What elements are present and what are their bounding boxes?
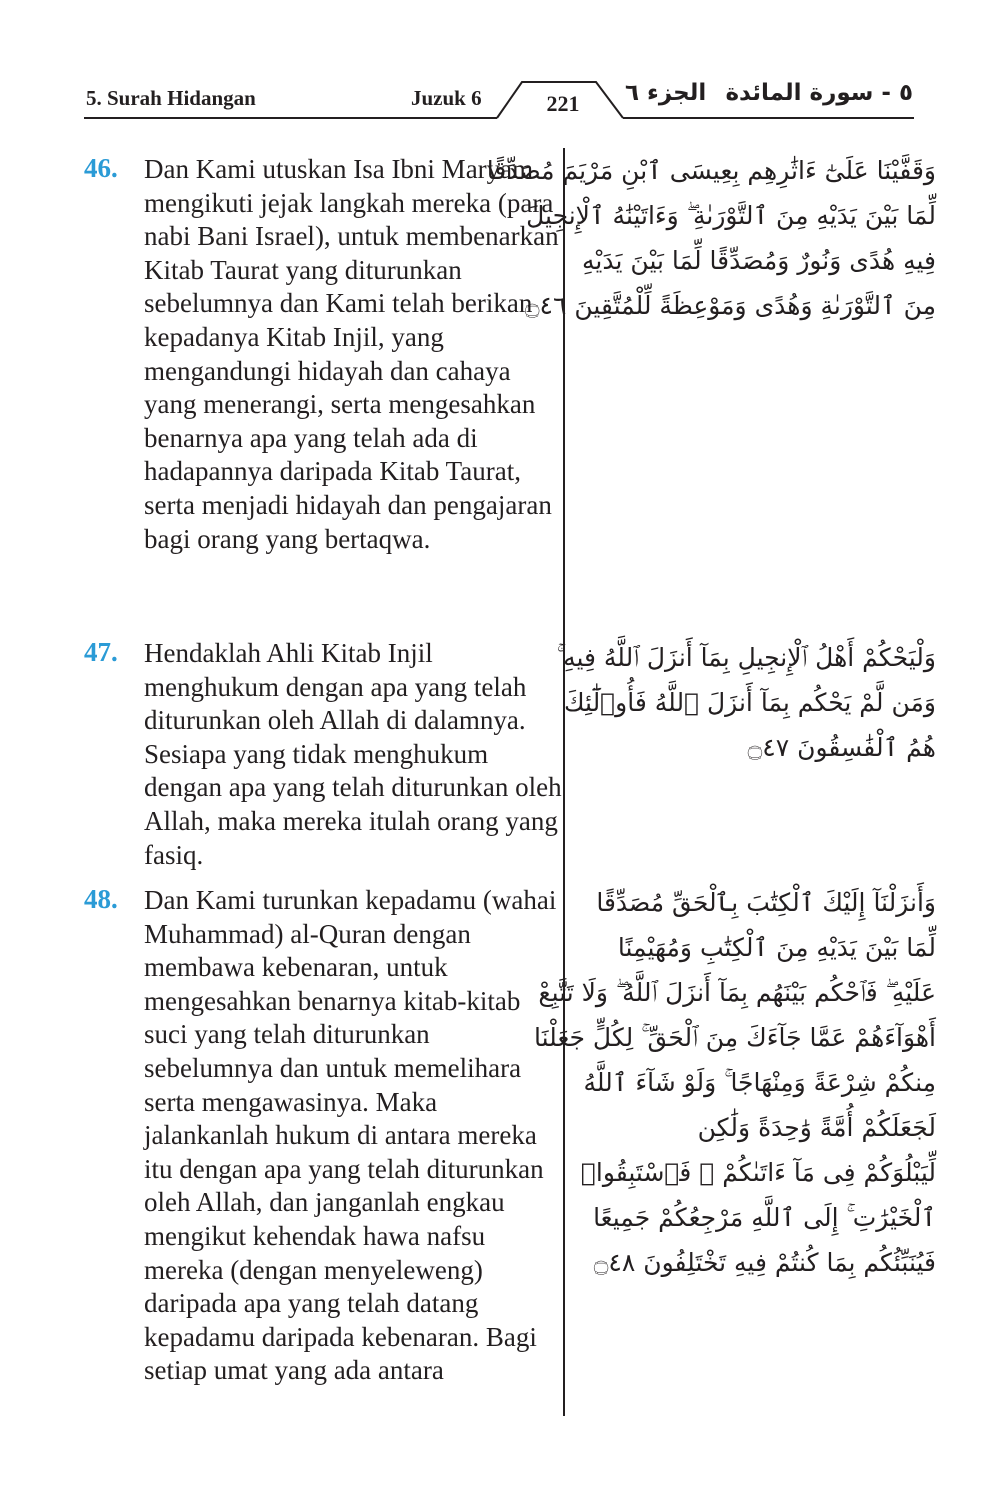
verse-number: 48. bbox=[84, 884, 118, 914]
arabic-line: وَأَنزَلْنَآ إِلَيْكَ ٱلْكِتَٰبَ بِٱلْحَقِّ مُصَدِّقًا bbox=[596, 888, 936, 917]
arabic-line: لِّيَبْلُوَكُمْ فِى مَآ ءَاتَىٰكُمْ ۖ فَٱسْتَبِقُوا۟ bbox=[580, 1158, 936, 1187]
arabic-line: فِيهِ هُدًى وَنُورٌ وَمُصَدِّقًا لِّمَا بَيْنَ يَدَيْهِ bbox=[582, 246, 936, 275]
verse-text: Dan Kami turunkan kepadamu (wahai Muhammad) al-Quran dengan membawa kebenaran, untuk mengesahkan benarnya kitab-kitab suci yang telah diturunkan sebelumnya dan untuk memelihara serta mengawasinya. Maka jalankanlah hukum di antara mereka itu dengan apa yang telah diturunkan oleh Allah, dan janganlah engkau mengikut kehendak hawa nafsu mereka (dengan menyeleweng) daripada apa yang telah datang kepadamu daripada kebenaran. Bagi setiap umat yang ada antara bbox=[144, 885, 557, 1386]
arabic-line: لَجَعَلَكُمْ أُمَّةً وَٰحِدَةً وَلَٰكِن bbox=[697, 1113, 936, 1142]
arabic-line: مِنكُمْ شِرْعَةً وَمِنْهَاجًا ۚ وَلَوْ شَآءَ ٱللَّهُ bbox=[583, 1068, 936, 1097]
arabic-line: فَيُنَبِّئُكُم بِمَا كُنتُمْ فِيهِ تَخْتَلِفُونَ ۝٤٨ bbox=[593, 1248, 936, 1277]
verse-48-arabic bbox=[534, 880, 936, 1285]
arabic-line: لِّمَا بَيْنَ يَدَيْهِ مِنَ ٱلْكِتَٰبِ وَمُهَيْمِنًا bbox=[617, 933, 936, 962]
arabic-line: عَلَيْهِ ۖ فَٱحْكُم بَيْنَهُم بِمَآ أَنزَلَ ٱللَّهُ ۖ وَلَا تَتَّبِعْ bbox=[538, 978, 936, 1007]
verse-46-arabic bbox=[486, 148, 936, 328]
arabic-line: ٱلْخَيْرَٰتِ ۚ إِلَى ٱللَّهِ مَرْجِعُكُمْ جَمِيعًا bbox=[593, 1203, 936, 1232]
arabic-line: وَمَن لَّمْ يَحْكُم بِمَآ أَنزَلَ ٱللَّهُ فَأُو۟لَٰٓئِكَ bbox=[563, 688, 936, 717]
surah-title-arabic: ٥ - سورة المائدة bbox=[725, 80, 913, 106]
page-number: 221 bbox=[546, 91, 580, 116]
arabic-line: مِنَ ٱلتَّوْرَىٰةِ وَهُدًى وَمَوْعِظَةً لِّلْمُتَّقِينَ ۝٤٦ bbox=[524, 291, 936, 320]
page-header bbox=[0, 0, 1000, 130]
arabic-line: لِّمَا بَيْنَ يَدَيْهِ مِنَ ٱلتَّوْرَىٰةِ ۖ وَءَاتَيْنَٰهُ ٱلْإِنجِيلَ bbox=[526, 201, 936, 230]
juzuk-label: Juzuk 6 bbox=[411, 86, 482, 110]
surah-title-latin: 5. Surah Hidangan bbox=[86, 86, 256, 110]
arabic-line: وَقَفَّيْنَا عَلَىٰٓ ءَاثَٰرِهِم بِعِيسَى ٱبْنِ مَرْيَمَ مُصَدِّقًا bbox=[486, 156, 936, 185]
verse-number: 46. bbox=[84, 153, 118, 183]
arabic-line: هُمُ ٱلْفَٰسِقُونَ ۝٤٧ bbox=[747, 733, 936, 762]
verse-text: Hendaklah Ahli Kitab Injil menghukum dengan apa yang telah diturunkan oleh Allah di dalamnya. Sesiapa yang tidak menghukum dengan apa yang telah diturunkan oleh Allah, maka mereka itulah orang yang fasiq. bbox=[144, 638, 562, 870]
column-divider bbox=[563, 148, 565, 1416]
verse-number: 47. bbox=[84, 637, 118, 667]
arabic-line: أَهْوَآءَهُمْ عَمَّا جَآءَكَ مِنَ ٱلْحَقِّ ۚ لِكُلٍّ جَعَلْنَا bbox=[534, 1023, 936, 1052]
verse-text: Dan Kami utuskan Isa Ibni Maryam mengikuti jejak langkah mereka (para nabi Bani Israel), untuk membenarkan Kitab Taurat yang diturunkan sebelumnya dan Kami telah berikan kepadanya Kitab Injil, yang mengandungi hidayah dan cahaya yang menerangi, serta mengesahkan benarnya apa yang telah ada di hadapannya daripada Kitab Taurat, serta menjadi hidayah dan pengajaran bagi orang yang bertaqwa. bbox=[144, 154, 559, 554]
arabic-line: وَلْيَحْكُمْ أَهْلُ ٱلْإِنجِيلِ بِمَآ أَنزَلَ ٱللَّهُ فِيهِ ۚ bbox=[556, 643, 936, 672]
juz-label-arabic: الجزء ٦ bbox=[625, 80, 707, 106]
verse-47-arabic bbox=[556, 635, 936, 770]
